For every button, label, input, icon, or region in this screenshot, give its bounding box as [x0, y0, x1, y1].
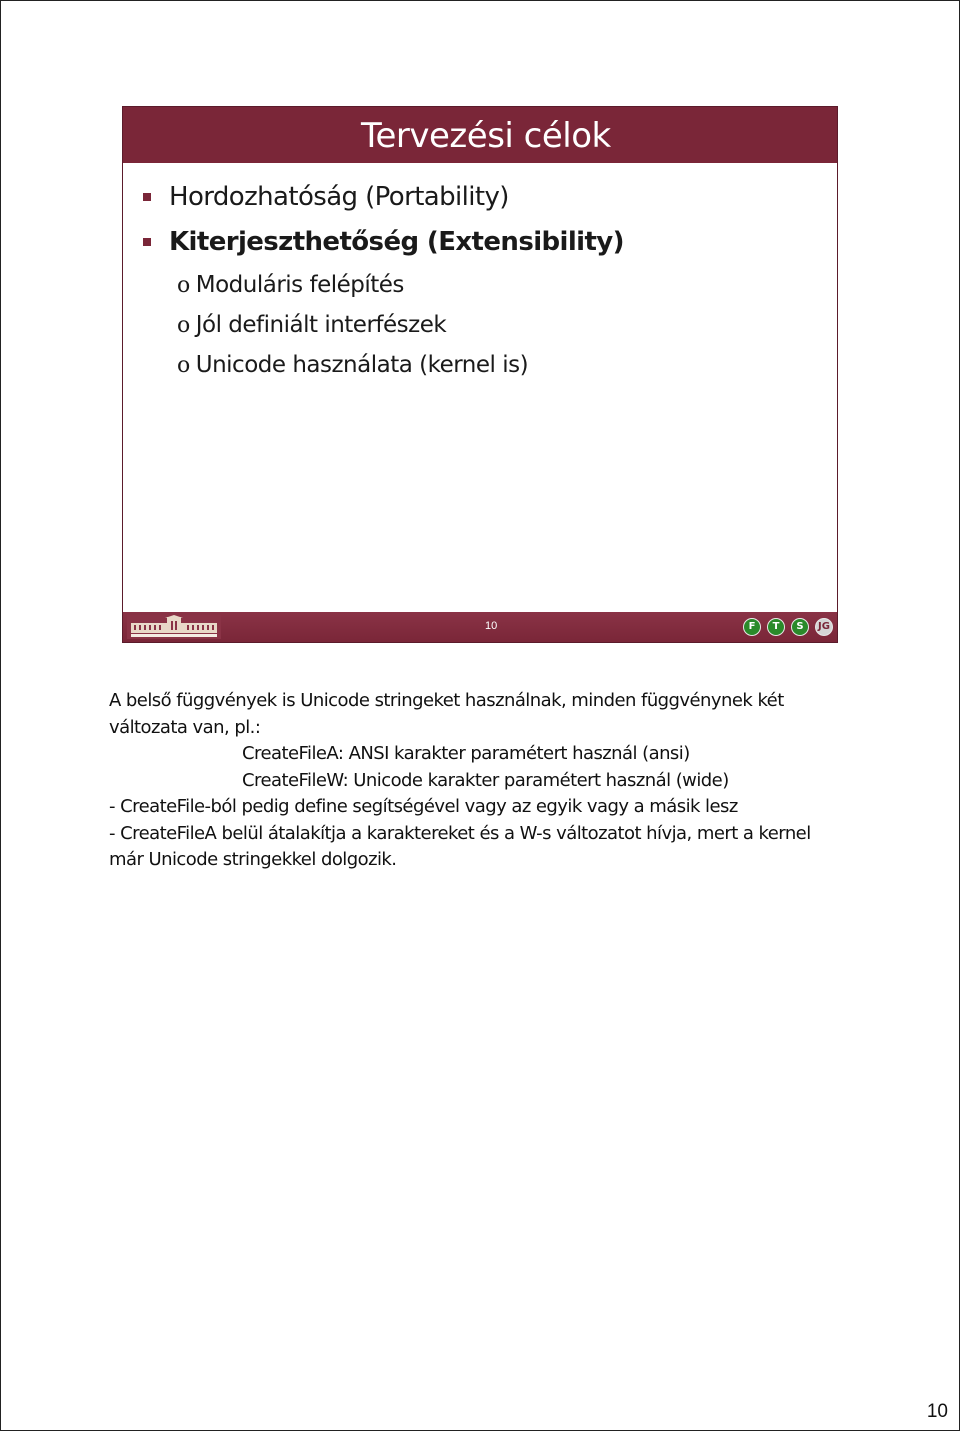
notes-line: CreateFileA: ANSI karakter paramétert használ (ansi)	[242, 743, 690, 764]
notes-line: változata van, pl.:	[109, 716, 261, 738]
badge-s-icon: S	[791, 618, 809, 636]
badge-jg-icon: JG	[815, 618, 833, 636]
slide-title: Tervezési célok	[361, 116, 611, 156]
page-number: 10	[926, 1401, 948, 1422]
footer-badges	[743, 618, 833, 636]
circle-bullet-icon: o	[177, 353, 190, 378]
square-bullet-icon	[143, 193, 151, 201]
bullet-portability	[143, 182, 509, 212]
badge-f-icon: F	[743, 618, 761, 636]
sub-bullet-text: Jól definiált interfészek	[195, 312, 447, 338]
university-building-logo	[127, 615, 221, 639]
sub-bullet-unicode	[177, 352, 528, 378]
sub-bullet-interfaces	[177, 312, 446, 338]
badge-t-icon: T	[767, 618, 785, 636]
circle-bullet-icon: o	[177, 273, 190, 298]
notes-line: már Unicode stringekkel dolgozik.	[109, 849, 397, 870]
slide-number: 10	[485, 620, 498, 632]
notes-line: CreateFileW: Unicode karakter paramétert használ (wide)	[242, 769, 729, 791]
bullet-text: Hordozhatóság (Portability)	[169, 182, 509, 212]
bullet-text: Kiterjeszthetőség (Extensibility)	[169, 227, 624, 257]
bullet-extensibility	[143, 227, 624, 257]
square-bullet-icon	[143, 238, 151, 246]
sub-bullet-modular	[177, 272, 404, 298]
slide-footer	[123, 612, 837, 642]
circle-bullet-icon: o	[177, 313, 190, 338]
sub-bullet-text: Moduláris felépítés	[195, 272, 404, 298]
slide-header	[123, 107, 837, 163]
notes-line: - CreateFileA belül átalakítja a karaktereket és a W-s változatot hívja, mert a kernel	[109, 822, 811, 844]
slide	[122, 106, 838, 643]
notes-line: - CreateFile-ból pedig define segítségével vagy az egyik vagy a másik lesz	[109, 796, 738, 817]
notes-line: A belső függvények is Unicode stringeket használnak, minden függvénynek két	[109, 690, 784, 711]
speaker-notes	[109, 688, 869, 874]
sub-bullet-text: Unicode használata (kernel is)	[195, 352, 529, 378]
